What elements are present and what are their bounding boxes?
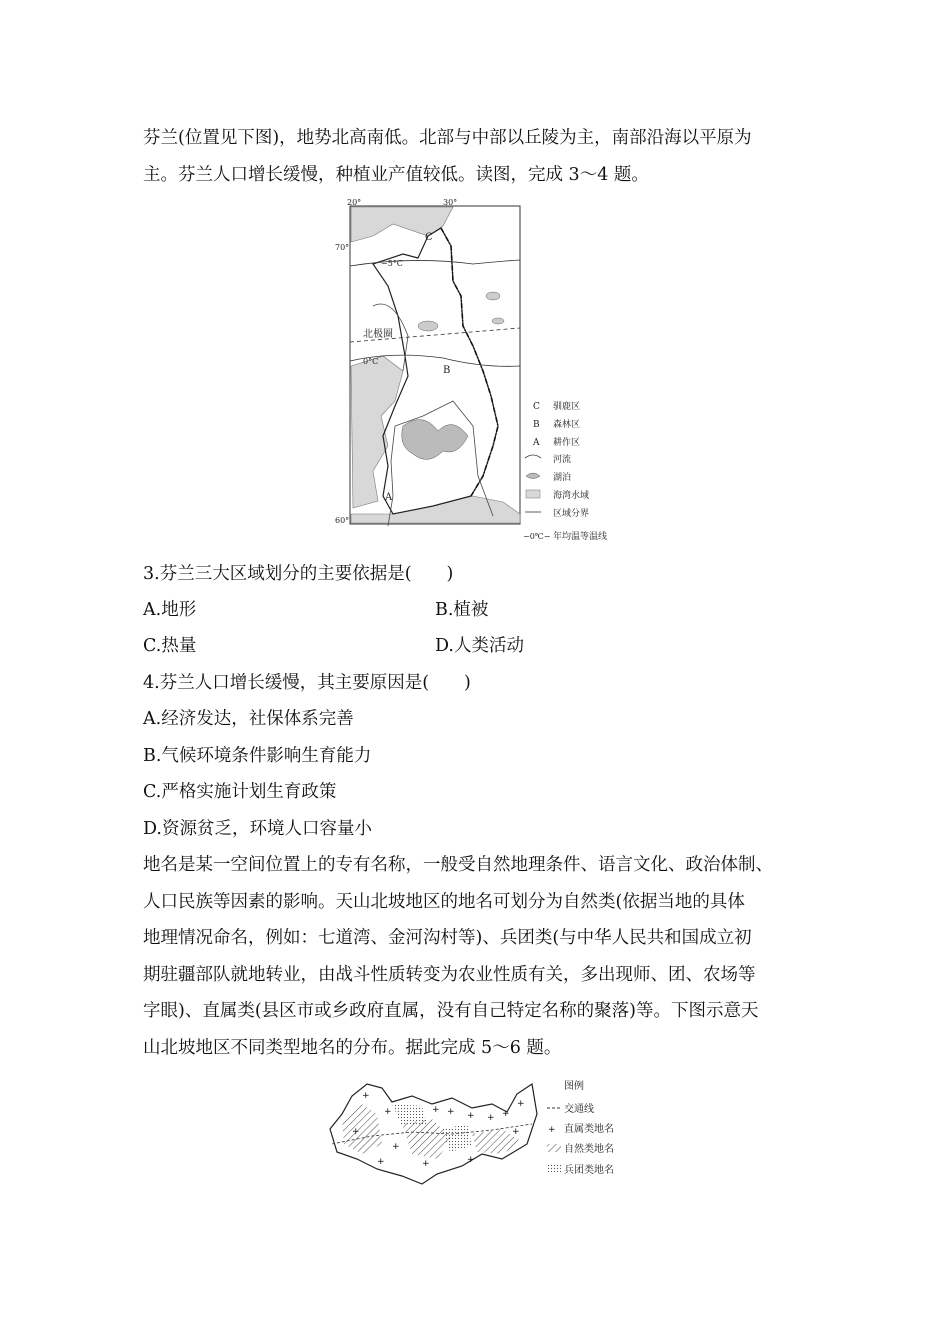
finland-map <box>333 196 633 546</box>
legend-direct: 直属类地名 <box>564 1124 614 1135</box>
map1-legend <box>523 400 607 542</box>
passage2-line-5: 字眼)、直属类(县区市或乡政府直属，没有自己特定名称的聚落)等。下图示意天 <box>143 1001 759 1021</box>
legend-key-b: B <box>533 420 540 430</box>
svg-text:+: + <box>362 1091 370 1101</box>
passage2-line-2: 人口民族等因素的影响。天山北坡地区的地名可划分为自然类(依据当地的具体 <box>143 892 745 912</box>
legend-reindeer: 驯鹿区 <box>553 402 581 412</box>
passage2-line-3: 地理情况命名，例如：七道湾、金河沟村等)、兵团类(与中华人民共和国成立初 <box>143 928 752 948</box>
q4-option-a: A.经济发达，社保体系完善 <box>143 709 354 729</box>
legend-natural: 自然类地名 <box>564 1144 614 1155</box>
legend-corps: 兵团类地名 <box>564 1165 614 1176</box>
isotherm-label-0: 0°C <box>363 357 379 366</box>
q3-option-d: D.人类活动 <box>435 636 524 656</box>
lon-label-20: 20° <box>347 198 362 207</box>
zone-b-label: B <box>443 365 451 376</box>
finland-map-svg <box>333 196 633 546</box>
lake <box>486 292 500 300</box>
passage2-line-6: 山北坡地区不同类型地名的分布。据此完成 5～6 题。 <box>143 1038 562 1058</box>
arctic-circle-label: 北极圈 <box>363 329 393 340</box>
legend-title: 图例 <box>564 1081 584 1092</box>
svg-text:+: + <box>392 1142 400 1152</box>
q3-option-b: B.植被 <box>435 600 489 620</box>
lat-label-70: 70° <box>335 243 350 252</box>
legend-river: 河流 <box>553 455 572 465</box>
svg-text:+: + <box>352 1127 360 1137</box>
svg-text:+: + <box>422 1159 430 1169</box>
svg-text:+: + <box>447 1107 455 1117</box>
legend-forest: 森林区 <box>553 420 581 430</box>
svg-text:+: + <box>432 1105 440 1115</box>
gulf-icon <box>526 490 540 498</box>
legend-transport: 交通线 <box>564 1104 594 1115</box>
zone-a-label: A <box>385 492 393 503</box>
tianshan-map <box>322 1074 652 1189</box>
q3-option-c: C.热量 <box>143 636 197 656</box>
lon-label-30: 30° <box>443 198 458 207</box>
lake <box>492 318 504 324</box>
svg-text:+: + <box>467 1155 475 1165</box>
passage2-line-4: 期驻疆部队就地转业，由战斗性质转变为农业性质有关，多出现师、团、农场等 <box>143 965 756 985</box>
svg-text:+: + <box>487 1113 495 1123</box>
svg-text:+: + <box>502 1109 510 1119</box>
svg-text:+: + <box>512 1127 520 1137</box>
isotherm-label-minus5: −5°C <box>381 259 403 268</box>
lake <box>418 321 438 331</box>
legend-key-c: C <box>533 402 540 412</box>
q4-option-d: D.资源贫乏，环境人口容量小 <box>143 819 372 839</box>
zone-c-label: C <box>425 232 433 243</box>
svg-text:+: + <box>517 1099 525 1109</box>
lat-label-60: 60° <box>335 516 350 525</box>
legend-isotherm: 年均温等温线 <box>553 532 608 542</box>
intro-line-2: 主。芬兰人口增长缓慢，种植业产值较低。读图，完成 3～4 题。 <box>143 165 649 185</box>
svg-text:+: + <box>384 1107 392 1117</box>
q4-option-b: B.气候环境条件影响生育能力 <box>143 746 372 766</box>
legend-key-isotherm: −0℃− <box>523 532 551 541</box>
svg-text:+: + <box>467 1111 475 1121</box>
legend-lake: 湖泊 <box>553 473 572 483</box>
legend-gulf: 海湾水域 <box>553 491 590 501</box>
legend-boundary: 区域分界 <box>553 509 590 519</box>
q4-stem: 4.芬兰人口增长缓慢，其主要原因是( ) <box>143 673 471 693</box>
svg-text:+: + <box>377 1157 385 1167</box>
intro-line-1: 芬兰(位置见下图)，地势北高南低。北部与中部以丘陵为主，南部沿海以平原为 <box>143 128 752 148</box>
legend-key-a: A <box>533 438 540 448</box>
tianshan-map-svg <box>322 1074 652 1189</box>
hatch-icon <box>547 1144 561 1152</box>
map2-legend <box>547 1079 614 1176</box>
passage2-line-1: 地名是某一空间位置上的专有名称，一般受自然地理条件、语言文化、政治体制、 <box>143 855 773 875</box>
dots-icon <box>547 1165 561 1173</box>
q4-option-c: C.严格实施计划生育政策 <box>143 782 337 802</box>
legend-farm: 耕作区 <box>553 438 581 448</box>
river-icon <box>525 455 541 458</box>
plus-icon: + <box>548 1125 556 1135</box>
q3-stem: 3.芬兰三大区域划分的主要依据是( ) <box>143 564 454 584</box>
q3-option-a: A.地形 <box>143 600 197 620</box>
lake-icon <box>526 473 540 479</box>
